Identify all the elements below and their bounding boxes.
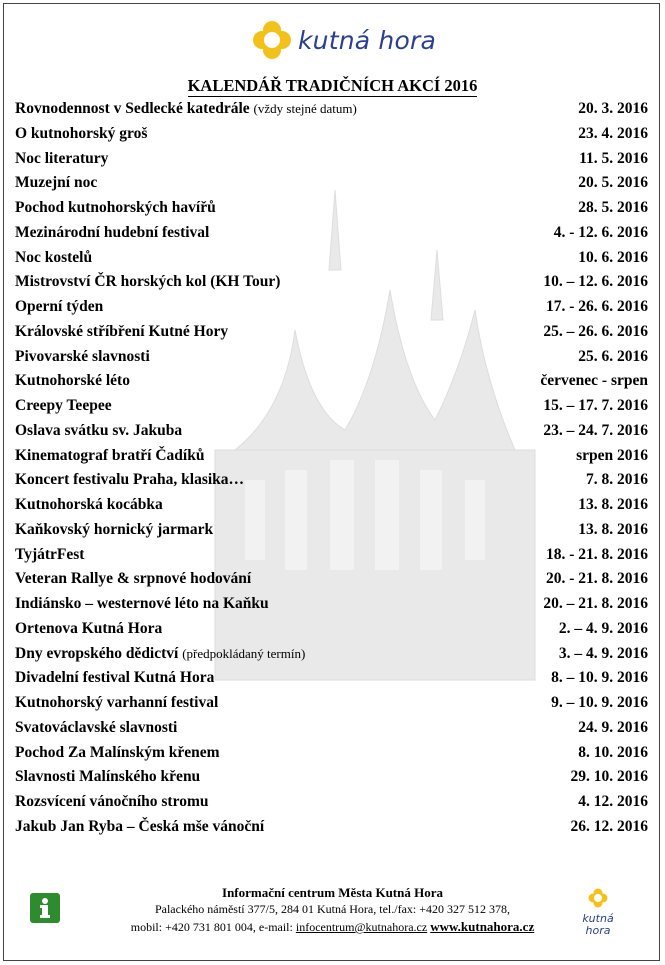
- page-title: KALENDÁŘ TRADIČNÍCH AKCÍ 2016: [187, 76, 478, 95]
- event-name: Mezinárodní hudební festival: [15, 223, 210, 241]
- event-title-group: [15, 100, 357, 118]
- event-date: 17. - 26. 6. 2016: [545, 298, 648, 315]
- event-row: [15, 566, 648, 588]
- event-date: 3. – 4. 9. 2016: [558, 644, 648, 662]
- event-date: 25. – 26. 6. 2016: [543, 322, 648, 340]
- event-date: 20. 3. 2016: [578, 100, 648, 117]
- event-date: 24. 9. 2016: [578, 718, 648, 736]
- event-row: [15, 517, 648, 539]
- event-row: [15, 418, 648, 440]
- event-row: [15, 368, 648, 390]
- event-row: [15, 294, 648, 316]
- event-date: 8. – 10. 9. 2016: [551, 669, 648, 687]
- event-row: [15, 715, 648, 737]
- event-name: Královské stříbření Kutné Hory: [15, 322, 229, 340]
- event-title-group: [15, 645, 305, 663]
- event-row: [15, 467, 648, 489]
- event-date: 15. – 17. 7. 2016: [543, 397, 648, 414]
- event-note: (předpokládaný termín): [182, 645, 306, 661]
- event-name: TyjátrFest: [15, 545, 85, 563]
- event-row: [15, 121, 648, 143]
- event-row: [15, 492, 648, 514]
- event-row: [15, 789, 648, 811]
- event-date: srpen 2016: [576, 446, 648, 464]
- footer: [0, 884, 665, 936]
- event-row: [15, 170, 648, 192]
- event-date: 2. – 4. 9. 2016: [558, 619, 648, 637]
- event-name: Dny evropského dědictví: [15, 644, 179, 662]
- event-date: 29. 10. 2016: [570, 768, 648, 786]
- event-date: červenec - srpen: [540, 372, 648, 390]
- event-name: Divadelní festival Kutná Hora: [15, 669, 215, 687]
- small-logo-line2: hora: [585, 924, 611, 937]
- footer-phone: mobil: +420 731 801 004, e-mail:: [130, 920, 296, 934]
- event-name: Pochod Za Malínským křenem: [15, 743, 220, 761]
- event-name: Indiánsko – westernové léto na Kaňku: [15, 595, 269, 612]
- event-date: 18. - 21. 8. 2016: [545, 545, 648, 563]
- event-date: 11. 5. 2016: [579, 149, 648, 167]
- small-logo-line1: kutná: [582, 912, 614, 925]
- event-date: 20. 5. 2016: [578, 174, 648, 192]
- event-row: [15, 344, 648, 366]
- event-date: 20. – 21. 8. 2016: [543, 595, 648, 612]
- event-name: Noc literatury: [15, 149, 109, 167]
- event-date: 23. – 24. 7. 2016: [543, 421, 648, 439]
- event-date: 10. – 12. 6. 2016: [543, 273, 648, 291]
- event-name: Rozsvícení vánočního stromu: [15, 793, 209, 810]
- website-link[interactable]: www.kutnahora.cz: [430, 919, 535, 934]
- event-row: [15, 616, 648, 638]
- event-date: 9. – 10. 9. 2016: [551, 694, 648, 711]
- event-name: Kaňkovský hornický jarmark: [15, 520, 214, 538]
- event-name: Ortenova Kutná Hora: [15, 619, 163, 637]
- event-date: 26. 12. 2016: [570, 817, 648, 835]
- event-row: [15, 542, 648, 564]
- event-name: Rovnodennost v Sedlecké katedrále: [15, 100, 250, 117]
- event-name: Svatováclavské slavnosti: [15, 718, 178, 736]
- event-row: [15, 814, 648, 836]
- event-date: 10. 6. 2016: [578, 248, 648, 266]
- event-row: [15, 740, 648, 762]
- event-date: 13. 8. 2016: [578, 496, 648, 513]
- event-name: Pivovarské slavnosti: [15, 347, 150, 365]
- event-row: [15, 443, 648, 465]
- event-date: 23. 4. 2016: [578, 124, 648, 142]
- event-name: Slavnosti Malínského křenu: [15, 768, 201, 786]
- event-date: 25. 6. 2016: [578, 347, 648, 365]
- event-row: [15, 245, 648, 267]
- event-date: 4. - 12. 6. 2016: [553, 223, 648, 241]
- event-name: Pochod kutnohorských havířů: [15, 199, 216, 216]
- event-row: [15, 393, 648, 415]
- event-name: Jakub Jan Ryba – Česká mše vánoční: [15, 817, 265, 835]
- small-logo: [580, 888, 616, 937]
- event-date: 7. 8. 2016: [586, 471, 648, 489]
- event-row: [15, 690, 648, 712]
- footer-contact: [0, 918, 665, 936]
- event-date: 4. 12. 2016: [578, 793, 648, 810]
- event-name: Operní týden: [15, 298, 104, 315]
- event-name: Noc kostelů: [15, 248, 93, 266]
- event-name: Kutnohorské léto: [15, 372, 130, 390]
- event-name: Muzejní noc: [15, 174, 98, 192]
- quatrefoil-logo-icon: [252, 20, 292, 60]
- event-row: [15, 146, 648, 168]
- event-date: 20. - 21. 8. 2016: [545, 570, 648, 588]
- event-row: [15, 591, 648, 613]
- event-name: Creepy Teepee: [15, 397, 112, 414]
- event-name: Kutnohorský varhanní festival: [15, 694, 219, 711]
- event-row: [15, 665, 648, 687]
- event-date: 28. 5. 2016: [578, 199, 648, 216]
- quatrefoil-small-icon: [588, 888, 608, 908]
- email-link[interactable]: infocentrum@kutnahora.cz: [295, 920, 428, 934]
- event-name: Kinematograf bratří Čadíků: [15, 446, 205, 464]
- event-row: [15, 319, 648, 341]
- event-name: Mistrovství ČR horských kol (KH Tour): [15, 273, 281, 291]
- event-row: [15, 764, 648, 786]
- event-date: 13. 8. 2016: [578, 520, 648, 538]
- event-row: [15, 269, 648, 291]
- logo-text: kutná hora: [298, 25, 436, 55]
- event-name: Veteran Rallye & srpnové hodování: [15, 570, 252, 588]
- event-name: Oslava svátku sv. Jakuba: [15, 421, 183, 439]
- event-name: Koncert festivalu Praha, klasika…: [15, 471, 245, 489]
- event-row: [15, 220, 648, 242]
- event-date: 8. 10. 2016: [578, 743, 648, 761]
- footer-heading: Informační centrum Města Kutná Hora: [222, 885, 443, 900]
- event-name: O kutnohorský groš: [15, 124, 148, 142]
- event-row: [15, 195, 648, 217]
- footer-address: Palackého náměstí 377/5, 284 01 Kutná Hora, tel./fax: +420 327 512 378,: [154, 902, 511, 916]
- kutna-hora-logo: [252, 18, 436, 62]
- event-row: [15, 641, 648, 663]
- event-name: Kutnohorská kocábka: [15, 496, 163, 513]
- event-note: (vždy stejné datum): [253, 101, 357, 116]
- event-row: [15, 96, 648, 118]
